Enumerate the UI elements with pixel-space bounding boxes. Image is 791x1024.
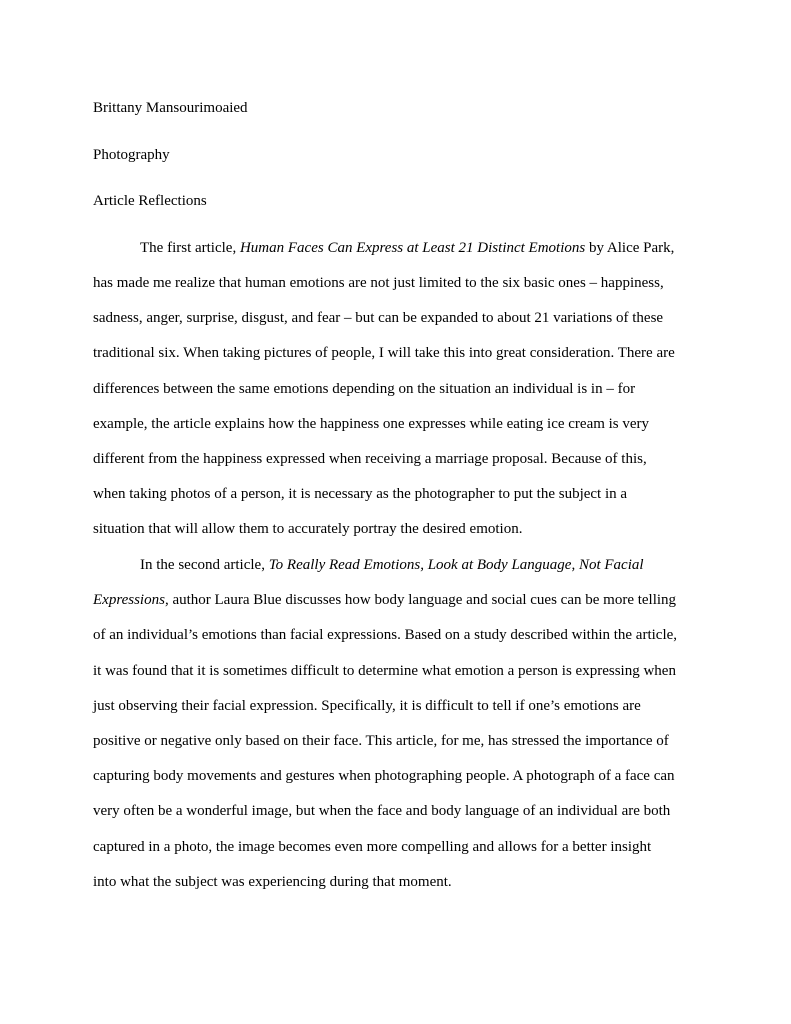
paragraph-line bbox=[93, 794, 699, 829]
paragraph-line bbox=[93, 724, 699, 759]
paragraph-line bbox=[93, 372, 699, 407]
body-text: capturing body movements and gestures when photographing people. A photograph of a face can bbox=[93, 768, 675, 785]
paragraph-line bbox=[93, 618, 699, 653]
paragraph-line bbox=[93, 830, 699, 865]
paragraph-line bbox=[93, 477, 699, 512]
body-text: just observing their facial expression. Specifically, it is difficult to tell if one’s emotions are bbox=[93, 697, 641, 714]
body-text: sadness, anger, surprise, disgust, and fear – but can be expanded to about 21 variations of these bbox=[93, 310, 664, 327]
paragraph-line bbox=[93, 231, 699, 266]
paragraphs-container bbox=[93, 231, 699, 900]
paragraph-line bbox=[93, 266, 699, 301]
paragraph-line bbox=[93, 336, 699, 371]
body-text: traditional six. When taking pictures of people, I will take this into great consideration. There are bbox=[93, 345, 675, 362]
body-text: when taking photos of a person, it is necessary as the photographer to put the subject in a bbox=[93, 486, 628, 503]
paragraph-line bbox=[93, 512, 699, 547]
paragraph-line bbox=[93, 654, 699, 689]
article-title-text: Expressions bbox=[93, 592, 165, 609]
body-text: different from the happiness expressed when receiving a marriage proposal. Because of this, bbox=[93, 451, 647, 467]
body-text: situation that will allow them to accurately portray the desired emotion. bbox=[93, 521, 523, 538]
course-name: Photography bbox=[93, 146, 170, 163]
paragraph-2 bbox=[93, 548, 699, 900]
article-title-text: Human Faces Can Express at Least 21 Distinct Emotions bbox=[239, 239, 586, 256]
paragraph-line bbox=[93, 407, 699, 442]
paragraph-line bbox=[93, 865, 699, 900]
paragraph-line bbox=[93, 759, 699, 794]
paragraph-1 bbox=[93, 231, 699, 548]
body-text: by Alice Park, bbox=[585, 239, 675, 256]
paragraph-line bbox=[93, 689, 699, 724]
body-text: The first article, bbox=[140, 239, 240, 256]
author-name: Brittany Mansourimoaied bbox=[93, 100, 248, 116]
document-body bbox=[93, 91, 699, 900]
article-title-text: To Really Read Emotions, Look at Body Language, Not Facial bbox=[268, 557, 644, 573]
body-text: In the second article, bbox=[140, 557, 269, 573]
body-text: into what the subject was experiencing during that moment. bbox=[93, 873, 452, 890]
body-text: captured in a photo, the image becomes even more compelling and allows for a better insight bbox=[93, 838, 652, 855]
body-text: it was found that it is sometimes difficult to determine what emotion a person is expressing when bbox=[93, 662, 676, 679]
paragraph-line bbox=[93, 442, 699, 477]
paragraph-line bbox=[93, 548, 699, 583]
body-text: example, the article explains how the happiness one expresses while eating ice cream is very bbox=[93, 415, 650, 432]
body-text: positive or negative only based on their face. This article, for me, has stressed the importance of bbox=[93, 733, 669, 750]
body-text: of an individual’s emotions than facial expressions. Based on a study described within the article, bbox=[93, 627, 678, 644]
body-text: has made me realize that human emotions are not just limited to the six basic ones – happiness, bbox=[93, 274, 664, 291]
body-text: differences between the same emotions depending on the situation an individual is in – for bbox=[93, 380, 636, 397]
body-text: very often be a wonderful image, but when the face and body language of an individual are both bbox=[93, 803, 671, 820]
body-text: , author Laura Blue discusses how body language and social cues can be more telling bbox=[164, 592, 677, 609]
document-title: Article Reflections bbox=[93, 193, 207, 210]
paragraph-line bbox=[93, 301, 699, 336]
paragraph-line bbox=[93, 583, 699, 618]
